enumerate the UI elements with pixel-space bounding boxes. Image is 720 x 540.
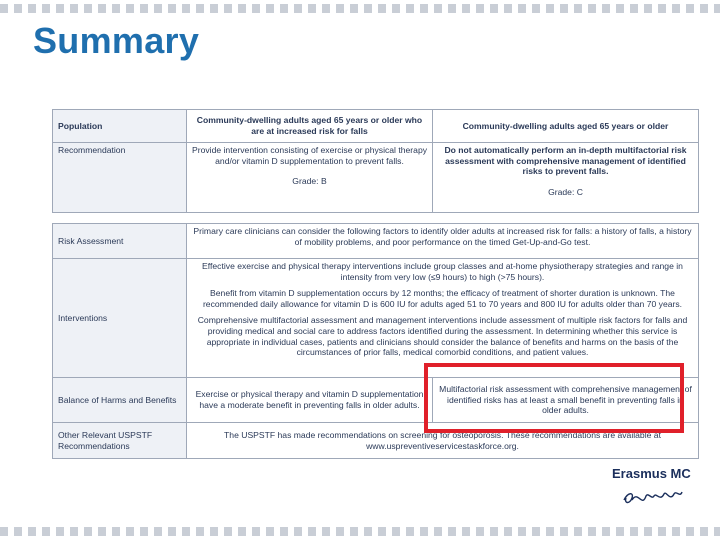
population-row: [53, 110, 699, 143]
recommendation-col1-text: Provide intervention consisting of exercise or physical therapy and/or vitamin D supplementation to prevent falls.: [192, 145, 428, 166]
highlight-box: [424, 363, 684, 433]
interventions-text: [187, 259, 699, 378]
interventions-label: Interventions: [53, 259, 187, 378]
recommendation-col2-text: Do not automatically perform an in-depth multifactorial risk assessment with comprehensive management of identified risks to prevent falls.: [444, 145, 687, 177]
recommendation-col1: [187, 143, 433, 213]
recommendation-label: Recommendation: [53, 143, 187, 213]
page-title: Summary: [33, 20, 200, 61]
interventions-paragraph-3: Comprehensive multifactorial assessment and management interventions include assessment of multiple risk factors for falls and providing medical and social care to address factors identified during the assessment. In determining whether this service is appropriate in individual cases, patients and clinicians should consider the balance of benefits and harms on the basis of the circumstances of prior falls, medical comorbid conditions, and patient values.: [197, 315, 688, 358]
harms-benefits-col2: Multifactorial risk assessment with comprehensive management of identified risks has at least a small benefit in preventing falls in older adults.: [433, 378, 699, 423]
interventions-paragraph-2: Benefit from vitamin D supplementation occurs by 12 months; the efficacy of treatment of shorter duration is unknown. The recommended daily allowance for vitamin D is 600 IU for adults aged 51 to 70 years and 800 IU for adults older than 70 years.: [202, 288, 683, 309]
population-col2: Community-dwelling adults aged 65 years or older: [433, 110, 699, 143]
logo-text: Erasmus MC: [612, 466, 691, 481]
recommendation-col2: [433, 143, 699, 213]
other-recommendations-text: The USPSTF has made recommendations on screening for osteoporosis. These recommendations are available at www.uspreventiveservicestaskforce.org.: [187, 423, 699, 459]
harms-benefits-label: Balance of Harms and Benefits: [53, 378, 187, 423]
interventions-row: [53, 259, 699, 378]
interventions-paragraph-1: Effective exercise and physical therapy interventions include group classes and at-home physiotherapy strategies and range in intensity from very low (≤9 hours) to high (>75 hours).: [202, 261, 683, 282]
recommendation-col2-grade: Grade: C: [548, 186, 583, 197]
top-dashed-border: [0, 4, 720, 13]
erasmus-mc-logo: [612, 466, 692, 516]
harms-benefits-col1: Exercise or physical therapy and vitamin D supplementation have a moderate benefit in preventing falls in older adults.: [187, 378, 433, 423]
population-label: Population: [53, 110, 187, 143]
recommendation-col1-grade: Grade: B: [292, 176, 327, 187]
risk-assessment-text: Primary care clinicians can consider the following factors to identify older adults at increased risk for falls: a history of falls, a history of mobility problems, and poor performance on the timed Get-Up-and-Go test.: [187, 224, 699, 259]
bottom-dashed-border: [0, 527, 720, 536]
risk-assessment-row: [53, 224, 699, 259]
risk-assessment-label: Risk Assessment: [53, 224, 187, 259]
recommendation-table: [52, 109, 699, 213]
population-col1: Community-dwelling adults aged 65 years or older who are at increased risk for falls: [187, 110, 433, 143]
recommendation-row: [53, 143, 699, 213]
logo-script-icon: [620, 482, 684, 512]
other-recommendations-label: Other Relevant USPSTF Recommendations: [53, 423, 187, 459]
